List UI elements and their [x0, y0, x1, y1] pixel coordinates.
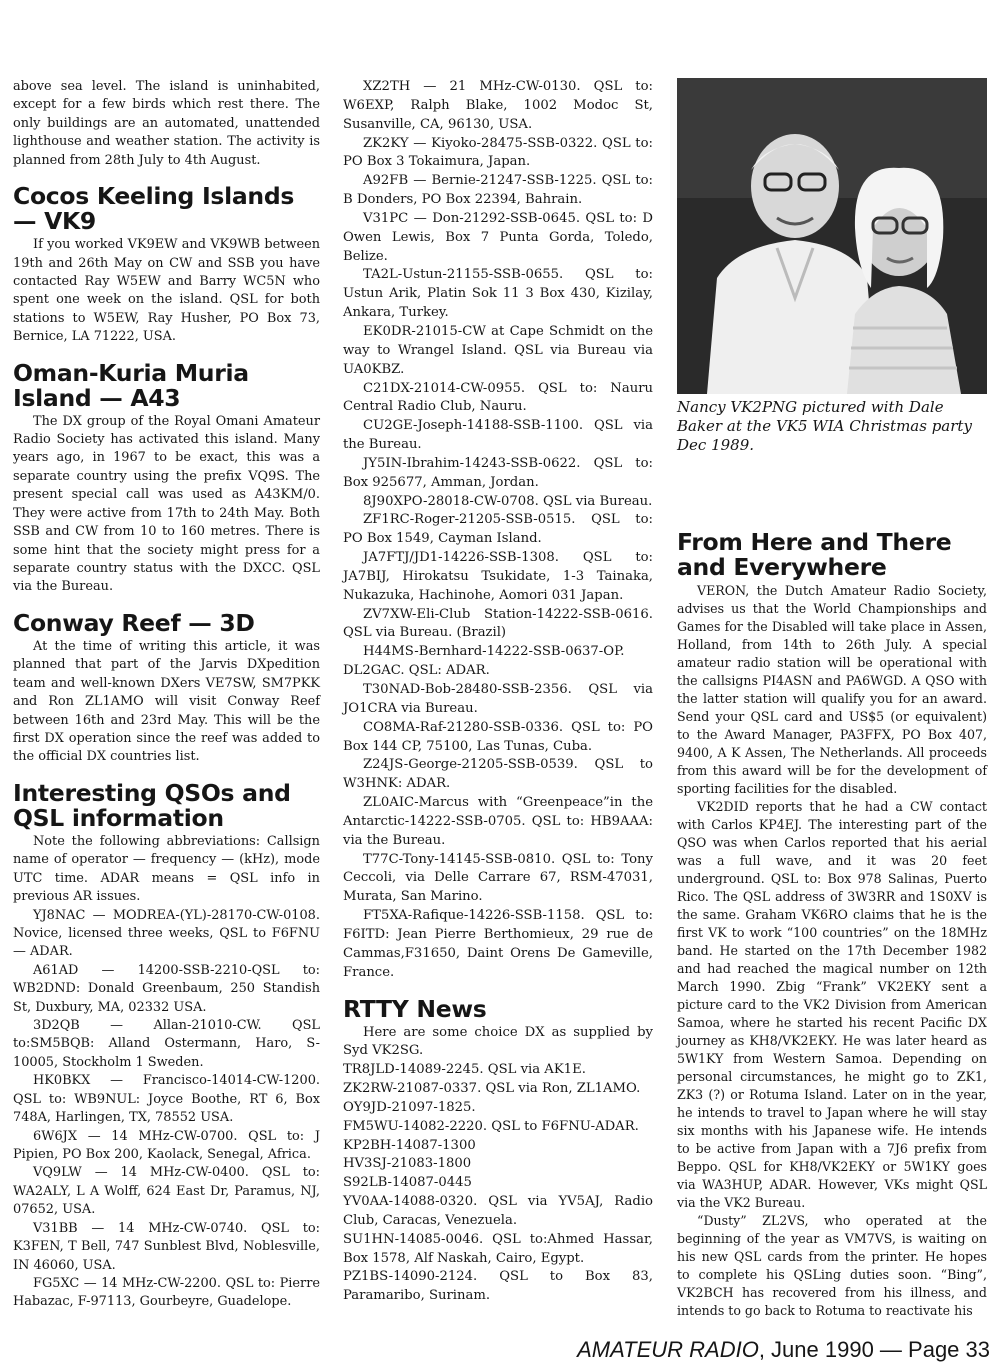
oman-paragraph: The DX group of the Royal Omani Amateur Radio Society has activated this island. Many years ago, in 1967 to be exact, this was a separate country using the prefix VQ9S. The present special call was used as A43KM/0. They were active from 17th to 24th May. Both SSB and CW from 10 to 160 metres. There is some hint that the society might press for a separate country status with the DXCC. QSL via the Bureau.: [13, 413, 320, 595]
qsl-entry: JY5IN-Ibrahim-14243-SSB-0622. QSL to: Box 925677, Amman, Jordan.: [343, 455, 653, 490]
qsl-entry: V31BB — 14 MHz-CW-0740. QSL to: K3FEN, T Bell, 747 Sunblest Blvd, Noblesville, IN 46060, USA.: [13, 1220, 320, 1273]
qsl-entry: FG5XC — 14 MHz-CW-2200. QSL to: Pierre Habazac, F-97113, Gourbeyre, Guadelope.: [13, 1275, 320, 1310]
rtty-intro: Here are some choice DX as supplied by Syd VK2SG.: [343, 1024, 653, 1059]
cocos-paragraph: If you worked VK9EW and VK9WB between 19th and 26th May on CW and SSB you have contacted Ray W5EW and Barry WC5N who spent one week on the island. QSL for both stations to W5EW, Ray Husher, PO Box 73, Bernice, LA 71222, USA.: [13, 237, 320, 345]
qsl-entry: YJ8NAC — MODREA-(YL)-28170-CW-0108. Novice, licensed three weeks, QSL to F6FNU — ADAR.: [13, 907, 320, 960]
qsl-entry: ZK2KY — Kiyoko-28475-SSB-0322. QSL to: PO Box 3 Tokaimura, Japan.: [343, 135, 653, 170]
column-2: [343, 78, 653, 1306]
qsl-entry: TA2L-Ustun-21155-SSB-0655. QSL to: Ustun Arik, Platin Sok 11 3 Box 430, Kizilay, Ankara, Turkey.: [343, 267, 653, 321]
qsl-entry: T77C-Tony-14145-SSB-0810. QSL to: Tony Ceccoli, via Delle Carrare 67, RSM-47031, Murata, San Marino.: [343, 851, 653, 905]
issue-page: , June 1990 — Page 33: [758, 1337, 990, 1362]
qsl-entry: ZF1RC-Roger-21205-SSB-0515. QSL to: PO Box 1549, Cayman Island.: [343, 512, 653, 547]
qsl-entry: A92FB — Bernie-21247-SSB-1225. QSL to: B Donders, PO Box 22394, Bahrain.: [343, 173, 653, 208]
qsl-entry: VQ9LW — 14 MHz-CW-0400. QSL to: WA2ALY, L A Wolff, 624 East Dr, Paramus, NJ, 07652, USA.: [13, 1165, 320, 1218]
rtty-heading: RTTY News: [343, 994, 487, 1023]
qsl-entry: H44MS-Bernhard-14222-SSB-0637-OP. DL2GAC. QSL: ADAR.: [343, 644, 625, 679]
body-paragraph: VK2DID reports that he had a CW contact with Carlos KP4EJ. The interesting part of the QSO was when Carlos reported that his aerial was a full wave, and it was 20 feet underground. QSL to: Box 978 Salinas, Puerto Rico. The QSL address of 3W3RR and 1S0XV is the same. Graham VK6RO claims that he is the first VK to work “100 countries” on the 18MHz band. He started on the 17th December 1982 and had reached the magical number on 12th March 1990. Zbig “Frank” VK2EKY sent a picture card to the VK2 Division from American Samoa, where he started his recent Pacific DX journey as KH8/VK2EKY. He was later heard as 5W1KY from Western Samoa. Depending on personal circumstances, he might go to ZK1, ZK3 (?) or Rotuma Island. Later on in the year, he intends to travel to Japan where he will stay six months with his Japanese wife. He intends to be active from Japan with a 7J6 prefix from Beppo. QSL for KH8/VK2EKY or 5W1KY goes via WA3HUP, ADAR. However, VKs might QSL via the VK2 Bureau.: [677, 799, 987, 1210]
qsl-entry: EK0DR-21015-CW at Cape Schmidt on the way to Wrangel Island. QSL via Bureau via UA0KBZ.: [343, 323, 653, 377]
intro-paragraph: above sea level. The island is uninhabited, except for a few birds which rest there. The only buildings are an automated, unattended lighthouse and weather station. The activity is planned from 28th July to 4th August.: [13, 79, 320, 168]
conway-heading: Conway Reef — 3D: [13, 608, 255, 637]
publication-name: AMATEUR RADIO: [577, 1337, 759, 1362]
cocos-heading: Cocos Keeling Islands — VK9: [13, 182, 295, 236]
rtty-entry: KP2BH-14087-1300: [343, 1137, 476, 1153]
rtty-entry: ZK2RW-21087-0337. QSL via Ron, ZL1AMO.: [343, 1081, 641, 1097]
qsl-entry: A61AD — 14200-SSB-2210-QSL to: WB2DND: Donald Greenbaum, 250 Standish St, Duxbury, MA, 02332 USA.: [13, 962, 320, 1015]
qsl-entry: HK0BKX — Francisco-14014-CW-1200. QSL to: WB9NUL: Joyce Boothe, RT 6, Box 748A, Harlingen, TX, 78552 USA.: [13, 1073, 320, 1126]
qsl-entry: CU2GE-Joseph-14188-SSB-1100. QSL via the Bureau.: [343, 418, 653, 453]
qsl-entry: 3D2QB — Allan-21010-CW. QSL to:SM5BQB: Alland Ostermann, Haro, S-10005, Stockholm 1 Sweden.: [13, 1018, 320, 1070]
qso-paragraph: Note the following abbreviations: Callsign name of operator — frequency — (kHz), mode UTC time. ADAR means = QSL info in previous AR issues.: [13, 833, 320, 905]
here-there-heading: From Here and There and Everywhere: [677, 528, 952, 581]
qsl-entry: C21DX-21014-CW-0955. QSL to: Nauru Central Radio Club, Nauru.: [343, 380, 653, 415]
photo-image: [677, 78, 987, 394]
qsl-entry: CO8MA-Raf-21280-SSB-0336. QSL to: PO Box 144 CP, 75100, Las Tunas, Cuba.: [343, 719, 653, 754]
rtty-entry: FM5WU-14082-2220. QSL to F6FNU-ADAR.: [343, 1118, 639, 1134]
oman-heading: Oman-Kuria Muria Island — A43: [13, 358, 249, 412]
qsl-entry: FT5XA-Rafique-14226-SSB-1158. QSL to: F6ITD: Jean Pierre Berthomieux, 29 rue de Cammas,F31650, Daint Orens De Gameville, France.: [343, 908, 653, 980]
qsl-entry: V31PC — Don-21292-SSB-0645. QSL to: D Owen Lewis, Box 7 Punta Gorda, Toledo, Belize.: [343, 210, 653, 264]
body-paragraph: “Dusty” ZL2VS, who operated at the beginning of the year as VM7VS, is waiting on his new QSL cards from the printer. He hopes to complete his QSLing duties soon. “Bing”, VK2BCH has recovered from his illness, and intends to go back to Rotuma to reactivate his: [677, 1213, 987, 1318]
photo: [677, 78, 987, 394]
qsl-entry: 6W6JX — 14 MHz-CW-0700. QSL to: J Pipien, PO Box 200, Kaolack, Senegal, Africa.: [13, 1128, 320, 1162]
qsl-entry: XZ2TH — 21 MHz-CW-0130. QSL to: W6EXP, Ralph Blake, 1002 Modoc St, Susanville, CA, 96130, USA.: [343, 79, 653, 132]
rtty-entry: OY9JD-21097-1825.: [343, 1099, 476, 1115]
qsl-entry: JA7FTJ/JD1-14226-SSB-1308. QSL to: JA7BIJ, Hirokatsu Tsukidate, 1-3 Tainaka, Nukazuka, Hachinohe, Aomori 031 Japan.: [343, 550, 653, 603]
qsl-entry: 8J90XPO-28018-CW-0708. QSL via Bureau.: [363, 493, 653, 509]
column-3: [677, 530, 987, 1320]
qso-heading: Interesting QSOs and QSL information: [13, 778, 291, 832]
rtty-entry: PZ1BS-14090-2124. QSL to Box 83, Paramaribo, Surinam.: [343, 1269, 653, 1304]
qsl-entry: T30NAD-Bob-28480-SSB-2356. QSL via JO1CRA via Bureau.: [343, 682, 653, 716]
rtty-entry: HV3SJ-21083-1800: [343, 1156, 472, 1172]
conway-paragraph: At the time of writing this article, it was planned that part of the Jarvis DXpedition team and well-known DXers VE7SW, SM7PKK and Ron ZL1AMO will visit Conway Reef between 16th and 23rd May. This will be the first DX operation since the reef was added to the official DX countries list.: [13, 638, 320, 765]
page-footer: [577, 1337, 990, 1363]
photo-caption: Nancy VK2PNG pictured with Dale Baker at the VK5 WIA Christmas party Dec 1989.: [677, 398, 972, 454]
rtty-entry: TR8JLD-14089-2245. QSL via AK1E.: [343, 1062, 586, 1078]
qsl-entry: Z24JS-George-21205-SSB-0539. QSL to W3HNK: ADAR.: [343, 757, 653, 792]
rtty-entry: SU1HN-14085-0046. QSL to:Ahmed Hassar, Box 1578, Alf Naskah, Cairo, Egypt.: [343, 1231, 653, 1266]
qsl-entry: ZV7XW-Eli-Club Station-14222-SSB-0616. QSL via Bureau. (Brazil): [343, 606, 653, 641]
column-1: [13, 78, 320, 1312]
rtty-entry: S92LB-14087-0445: [343, 1175, 472, 1191]
qsl-entry: ZL0AIC-Marcus with “Greenpeace”in the Antarctic-14222-SSB-0705. QSL to: HB9AAA: via the Bureau.: [343, 795, 653, 848]
rtty-entry: YV0AA-14088-0320. QSL via YV5AJ, Radio Club, Caracas, Venezuela.: [343, 1194, 653, 1228]
body-paragraph: VERON, the Dutch Amateur Radio Society, advises us that the World Championships and Games for the Disabled will take place in Assen, Holland, from 14th to 26th July. A special amateur radio station will be operational with the callsigns PI4ASN and PA6WGD. A QSO with the latter station will qualify you for an award. Send your QSL card and US$5 (or equivalent) to the Award Manager, PA3FFX, PO Box 407, 9400, A K Assen, The Netherlands. All proceeds from this award will be for the development of sporting facilities for the disabled.: [677, 583, 987, 796]
